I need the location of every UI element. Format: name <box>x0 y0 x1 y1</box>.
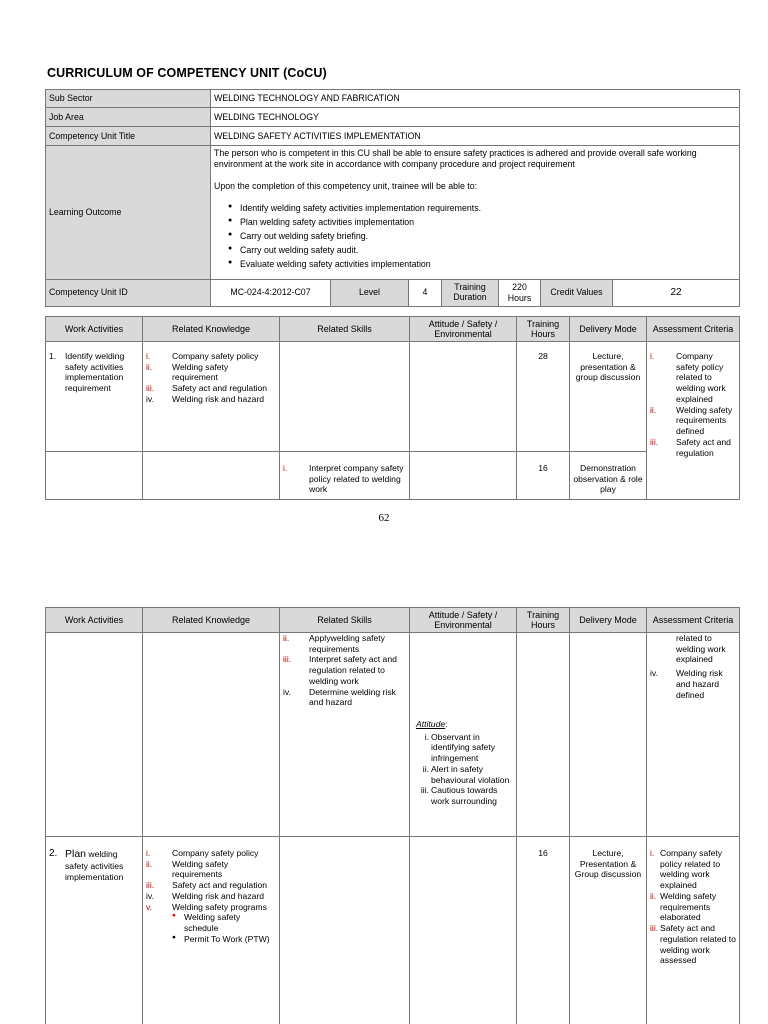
col-header-related-knowledge: Related Knowledge <box>143 317 280 342</box>
assessment-item: iv. Welding risk and hazard defined <box>650 668 723 700</box>
learning-outcome-upon: Upon the completion of this competency unit, trainee will be able to: <box>214 180 478 191</box>
related-knowledge-1 <box>143 342 280 452</box>
col-header-attitude: Attitude / Safety / Environmental <box>410 317 517 342</box>
work-activity-2 <box>46 837 143 1024</box>
col-header-related-skills: Related Skills <box>280 608 410 633</box>
skill-item: iv. Determine welding risk and hazard <box>283 686 396 708</box>
activities-table-page-1 <box>45 316 740 500</box>
assessment-item: ii. Welding safety requirements elaborated <box>650 890 717 923</box>
attitude-4 <box>410 837 517 1024</box>
work-activity-lead: Plan <box>65 848 87 860</box>
skill-item: iii. Interpret safety act and regulation related to welding work <box>283 654 397 686</box>
attitude-item: ii. Alert in safety behavioural violation <box>422 763 510 785</box>
delivery-mode-1: Lecture, presentation & group discussion <box>570 342 647 452</box>
learning-outcome-item: ● Evaluate welding safety activities implementation <box>228 259 736 270</box>
work-activity-text: welding safety activities implementation <box>65 849 124 882</box>
knowledge-item: iv. Welding risk and hazard <box>146 890 265 901</box>
learning-outcome-item: ● Carry out welding safety briefing. <box>228 231 736 242</box>
related-knowledge-2 <box>143 837 280 1024</box>
sub-sector-label: Sub Sector <box>46 90 211 108</box>
related-skills-2 <box>280 452 410 500</box>
training-hours-1: 28 <box>517 342 570 452</box>
work-activity-text: Identify welding safety activities implementation requirement <box>65 351 125 394</box>
learning-outcome-item: ● Plan welding safety activities implementation <box>228 217 736 228</box>
related-skills-3 <box>280 633 410 837</box>
knowledge-item: v. Welding safety programs <box>146 901 267 912</box>
assessment-item: iii. Safety act and regulation related to welding work assessed <box>650 923 736 966</box>
related-knowledge-cont <box>143 633 280 837</box>
learning-outcome-list <box>228 203 736 270</box>
assessment-continued: related to welding work explained <box>676 633 726 665</box>
col-header-training-hours: Training Hours <box>517 608 570 633</box>
knowledge-item: ii. Welding safety requirement <box>146 361 229 383</box>
job-area-value: WELDING TECHNOLOGY <box>211 108 740 127</box>
cu-title-value: WELDING SAFETY ACTIVITIES IMPLEMENTATION <box>211 127 740 146</box>
credit-values-label: Credit Values <box>541 280 613 307</box>
assessment-criteria-2 <box>647 837 740 1024</box>
assessment-item: i. Company safety policy related to welding work explained <box>650 351 726 404</box>
knowledge-item: iii. Safety act and regulation <box>146 880 268 891</box>
knowledge-sub-item: ● Welding safety schedule <box>172 912 276 933</box>
col-header-delivery-mode: Delivery Mode <box>570 317 647 342</box>
work-activity-text-wrap <box>65 848 139 883</box>
assessment-item: ii. Welding safety requirements defined <box>650 404 733 437</box>
header-table <box>45 89 740 307</box>
assessment-item: iii. Safety act and regulation <box>650 436 731 458</box>
related-knowledge-empty <box>143 452 280 500</box>
learning-outcome-item: ● Identify welding safety activities implementation requirements. <box>228 203 736 214</box>
skill-item: i. Interpret company safety policy related to welding work <box>283 463 404 495</box>
sub-sector-value: WELDING TECHNOLOGY AND FABRICATION <box>211 90 740 108</box>
work-activity-1 <box>46 342 143 452</box>
credit-values-value: 22 <box>613 280 740 307</box>
col-header-assessment-criteria: Assessment Criteria <box>647 317 740 342</box>
training-duration-value: 220 Hours <box>499 280 541 307</box>
related-skills-4 <box>280 837 410 1024</box>
work-activity-cont <box>46 633 143 837</box>
attitude-1 <box>410 342 517 452</box>
col-header-training-hours: Training Hours <box>517 317 570 342</box>
job-area-label: Job Area <box>46 108 211 127</box>
learning-outcome-label: Learning Outcome <box>46 146 211 280</box>
col-header-attitude: Attitude / Safety / Environmental <box>410 608 517 633</box>
col-header-related-knowledge: Related Knowledge <box>143 608 280 633</box>
knowledge-sub-item: ● Permit To Work (PTW) <box>172 934 276 945</box>
col-header-related-skills: Related Skills <box>280 317 410 342</box>
document-title: CURRICULUM OF COMPETENCY UNIT (CoCU) <box>47 66 327 80</box>
activities-table-page-2 <box>45 607 740 1024</box>
col-header-work-activities: Work Activities <box>46 317 143 342</box>
attitude-2 <box>410 452 517 500</box>
skill-item: ii. Applywelding safety requirements <box>283 633 385 654</box>
level-value: 4 <box>409 280 442 307</box>
training-hours-cont <box>517 633 570 837</box>
delivery-mode-2: Demonstration observation & role play <box>570 452 647 500</box>
assessment-criteria-1 <box>647 342 740 500</box>
learning-outcome-cell <box>211 146 740 280</box>
training-duration-label: Training Duration <box>442 280 499 307</box>
knowledge-item: iii. Safety act and regulation <box>146 383 268 394</box>
attitude-3: Attitude: i. Observant in identifying safety infringement ii. Alert in safety behavioural violation iii. Cautious towards work surrounding <box>410 633 517 837</box>
assessment-item: i. Company safety policy related to welding work explained <box>650 848 723 891</box>
related-skills-1 <box>280 342 410 452</box>
delivery-mode-3: Lecture, Presentation & Group discussion <box>570 837 647 1024</box>
cu-id-label: Competency Unit ID <box>46 280 211 307</box>
col-header-delivery-mode: Delivery Mode <box>570 608 647 633</box>
knowledge-item: ii. Welding safety requirements <box>146 858 229 880</box>
work-activity-num: 1. <box>49 351 57 361</box>
cu-id-value: MC-024-4:2012-C07 <box>211 280 331 307</box>
col-header-work-activities: Work Activities <box>46 608 143 633</box>
col-header-assessment-criteria: Assessment Criteria <box>647 608 740 633</box>
assessment-criteria-cont <box>647 633 740 837</box>
learning-outcome-intro: The person who is competent in this CU shall be able to ensure safety practices is adhered and provide overall safe working environment at the work site in accordance with company procedure and project requirement <box>214 148 697 169</box>
knowledge-item: i. Company safety policy <box>146 848 259 858</box>
page-number: 62 <box>378 512 390 524</box>
training-hours-2: 16 <box>517 452 570 500</box>
learning-outcome-item: ● Carry out welding safety audit. <box>228 245 736 256</box>
cu-title-label: Competency Unit Title <box>46 127 211 146</box>
work-activity-empty <box>46 452 143 500</box>
attitude-item: iii. Cautious towards work surrounding <box>420 785 498 807</box>
delivery-mode-cont <box>570 633 647 837</box>
knowledge-item: i. Company safety policy <box>146 351 259 361</box>
knowledge-item: iv. Welding risk and hazard <box>146 393 265 404</box>
work-activity-num: 2. <box>49 848 58 859</box>
attitude-title: Attitude <box>416 719 446 729</box>
attitude-item: i. Observant in identifying safety infringement <box>424 731 496 764</box>
level-label: Level <box>331 280 409 307</box>
training-hours-3: 16 <box>517 837 570 1024</box>
